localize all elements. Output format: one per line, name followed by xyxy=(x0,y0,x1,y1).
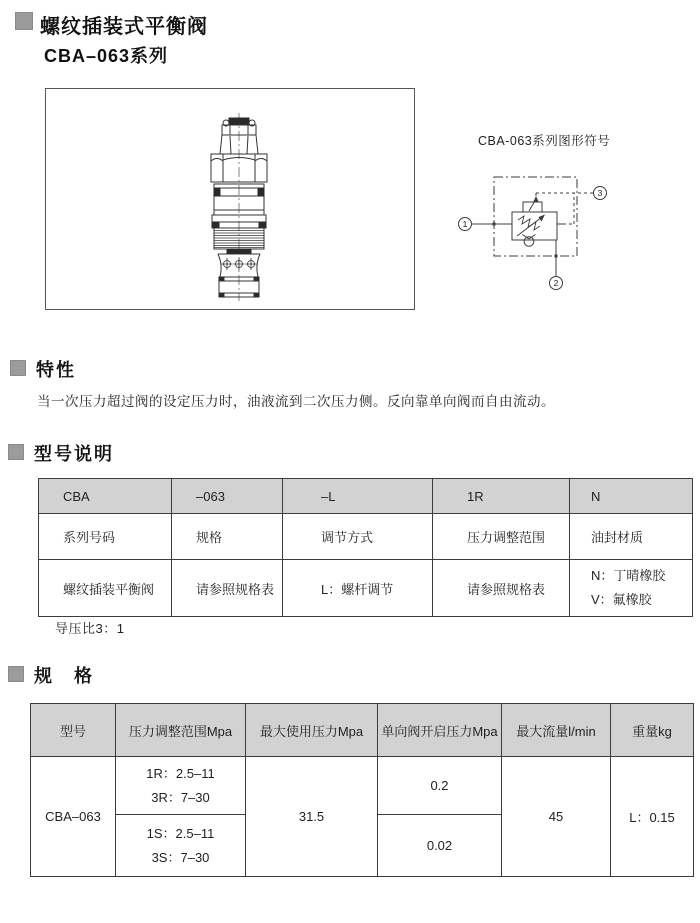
model-label-row xyxy=(39,514,693,560)
max-flow-cell: 45 xyxy=(502,757,611,877)
model-code-table xyxy=(38,478,693,617)
weight-cell: L：0.15 xyxy=(611,757,694,877)
range-1r: 1R：2.5–11 xyxy=(146,765,215,781)
spec-section-bullet-square xyxy=(8,666,24,682)
code-cell: N xyxy=(570,479,693,514)
valve-drawing xyxy=(46,89,414,309)
label-cell: 规格 xyxy=(172,514,283,560)
desc-cell: 请参照规格表 xyxy=(172,560,283,617)
valve-drawing-box xyxy=(45,88,415,310)
svg-text:3: 3 xyxy=(597,188,603,198)
label-cell: 油封材质 xyxy=(570,514,693,560)
range-1s: 1S：2.5–11 xyxy=(146,825,215,841)
spec-header-cell: 单向阀开启压力Mpa xyxy=(378,704,502,757)
code-cell: 1R xyxy=(433,479,570,514)
title-bullet-square xyxy=(15,12,33,30)
pressure-range-s-cell xyxy=(116,815,246,877)
features-text: 当一次压力超过阀的设定压力时，油液流到二次压力侧。反向靠单向阀而自由流动。 xyxy=(37,394,555,409)
spec-header-cell: 最大流量l/min xyxy=(502,704,611,757)
spec-model-cell: CBA–063 xyxy=(31,757,116,877)
seal-option-n: N：丁晴橡胶 xyxy=(591,568,666,583)
seal-material-cell xyxy=(570,560,693,617)
spec-header-cell: 型号 xyxy=(31,704,116,757)
schematic-symbol xyxy=(445,163,665,303)
features-bullet-square xyxy=(10,360,26,376)
code-cell: CBA xyxy=(39,479,172,514)
spec-row-r xyxy=(31,757,694,815)
svg-text:2: 2 xyxy=(553,278,559,288)
port-2-label xyxy=(550,277,563,290)
check-open-pressure-r-cell: 0.2 xyxy=(378,757,502,815)
spec-section-heading: 规 格 xyxy=(34,666,94,686)
max-pressure-cell: 31.5 xyxy=(246,757,378,877)
spec-header-cell: 最大使用压力Mpa xyxy=(246,704,378,757)
pilot-ratio-note: 导压比3：1 xyxy=(55,621,125,636)
features-heading: 特性 xyxy=(36,360,76,380)
pressure-range-r-cell xyxy=(116,757,246,815)
model-section-bullet-square xyxy=(8,444,24,460)
port-3-label xyxy=(594,187,607,200)
spec-header-cell: 压力调整范围Mpa xyxy=(116,704,246,757)
page-title: 螺纹插装式平衡阀 xyxy=(40,16,208,38)
svg-text:1: 1 xyxy=(462,219,468,229)
range-3r: 3R：7–30 xyxy=(151,789,210,805)
desc-cell: 请参照规格表 xyxy=(433,560,570,617)
desc-cell: 螺纹插装平衡阀 xyxy=(39,560,172,617)
model-code-row xyxy=(39,479,693,514)
spec-header-row xyxy=(31,704,694,757)
range-3s: 3S：7–30 xyxy=(151,849,210,865)
model-desc-row xyxy=(39,560,693,617)
label-cell: 调节方式 xyxy=(283,514,433,560)
label-cell: 系列号码 xyxy=(39,514,172,560)
seal-option-v: V：氟橡胶 xyxy=(591,592,652,607)
spec-header-cell: 重量kg xyxy=(611,704,694,757)
code-cell: –063 xyxy=(172,479,283,514)
code-cell: –L xyxy=(283,479,433,514)
check-open-pressure-s-cell: 0.02 xyxy=(378,815,502,877)
port-1-label xyxy=(459,218,472,231)
page-subtitle: CBA–063系列 xyxy=(44,46,169,66)
label-cell: 压力调整范围 xyxy=(433,514,570,560)
schematic-symbol-title: CBA-063系列图形符号 xyxy=(478,134,611,148)
model-section-heading: 型号说明 xyxy=(34,444,114,464)
spec-table xyxy=(30,703,694,877)
desc-cell: L：螺杆调节 xyxy=(283,560,433,617)
